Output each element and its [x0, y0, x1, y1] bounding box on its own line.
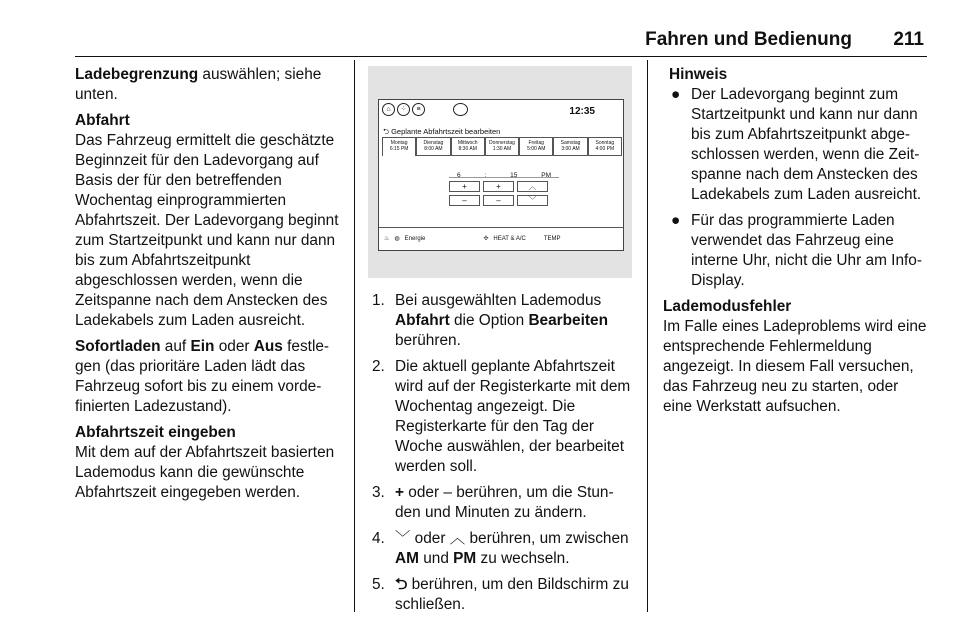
day-tab[interactable] — [553, 137, 587, 156]
home-icon: ⌂ — [382, 103, 395, 116]
text: auswählen; siehe unten. — [75, 66, 322, 103]
hour-value: 6 — [457, 172, 461, 179]
step-number: 4. — [372, 530, 385, 547]
text: berühren. — [395, 332, 461, 349]
day-name: Freitag — [528, 140, 545, 146]
screen-clock: 12:35 — [569, 106, 595, 117]
day-tab[interactable] — [382, 137, 416, 156]
day-time: 8:00 AM — [424, 146, 443, 152]
text: festlegen (das prioritäre Laden lädt das Fahrzeug sofort bis zu einem vordefinierten Ladezustand). — [75, 338, 330, 415]
day-tab[interactable] — [485, 137, 519, 156]
text: auf — [160, 338, 191, 355]
energy-icon: ◍ — [394, 236, 400, 242]
bold-term: Abfahrt — [395, 312, 450, 329]
day-tab[interactable] — [451, 137, 485, 156]
ampm-up-button[interactable]: ︿ — [517, 181, 548, 192]
column-right — [663, 65, 927, 423]
day-tab[interactable] — [416, 137, 450, 156]
day-tab[interactable] — [588, 137, 622, 156]
step-number: 1. — [372, 292, 385, 309]
bold-term: AM — [395, 550, 419, 567]
day-time: 6:15 PM — [389, 146, 409, 152]
day-time: 8:30 AM — [458, 146, 477, 152]
day-name: Dienstag — [423, 140, 444, 146]
text: Das Fahrzeug ermittelt die geschätzte Beginnzeit für den Ladevorgang auf Basis der für den betreffenden Wochentag einprogrammierten Abfahrtszeit. Der Ladevorgang beginnt zum Startzeitpunkt und kann nur dann bis zum Abfahrtszeitpunkt abgeschlossen werden, wenn die Zeitspanne nach dem Anstecken des Ladekabels zum Laden ausreicht. — [75, 132, 339, 329]
text: ︿ — [449, 530, 466, 547]
text: Mit dem auf der Abfahrtszeit basierten Lademodus kann die gewünschte Abfahrtszeit eingegeben werden. — [75, 444, 335, 501]
ampm-value: PM — [541, 172, 551, 179]
text: zu wechseln. — [476, 550, 570, 567]
text: und — [418, 550, 454, 567]
day-tabs — [382, 137, 622, 156]
day-name: Donnerstag — [489, 140, 515, 146]
page-header — [0, 30, 960, 54]
bold-term: ⮌ — [395, 576, 408, 593]
day-time: 5:00 AM — [527, 146, 546, 152]
page-number: 211 — [893, 29, 924, 50]
ampm-down-button[interactable]: ﹀ — [517, 195, 548, 206]
bold-term: Bearbeiten — [528, 312, 608, 329]
text: Im Falle eines Ladeproblems wird eine entsprechende Fehlermeldung angezeigt. In diesem Fall versuchen, das Fahrzeug neu zu starten, oder eine Werkstatt aufsuchen. — [663, 318, 927, 415]
bold-term: Sofortladen — [75, 338, 161, 355]
minute-plus-button[interactable]: + — [483, 181, 514, 192]
note-list — [663, 85, 927, 291]
paragraph — [75, 111, 340, 331]
screen-bottom-bar — [379, 227, 623, 250]
energy-label: Energie — [404, 236, 426, 242]
step-item — [372, 483, 634, 523]
note-heading: Hinweis — [669, 66, 728, 83]
profile-icon — [453, 103, 468, 116]
header-rule — [75, 56, 927, 57]
bold-term: PM — [453, 550, 477, 567]
time-readout — [449, 166, 559, 178]
list-item — [663, 211, 927, 291]
back-icon: ⮌ — [383, 127, 392, 136]
step-number: 5. — [372, 576, 385, 593]
column-divider — [354, 60, 355, 612]
bold-term: Ladebegrenzung — [75, 66, 199, 83]
section-heading: Lademodusfehler — [663, 298, 792, 315]
paragraph — [75, 337, 340, 417]
text: oder — [410, 530, 450, 547]
page-title: Fahren und Bedienung — [645, 29, 852, 50]
time-separator: : — [484, 172, 487, 179]
text: ﹀ — [395, 530, 411, 547]
bold-term: Ein — [190, 338, 215, 355]
step-item — [372, 291, 634, 351]
day-name: Montag — [390, 140, 408, 146]
increment-row — [449, 181, 559, 192]
time-editor — [449, 166, 559, 206]
menu-icon: ≡ — [412, 103, 425, 116]
steps-list — [372, 291, 634, 615]
bullet-icon: ● — [671, 212, 681, 229]
day-time: 4:00 PM — [595, 146, 615, 152]
display-screen — [378, 99, 624, 251]
bold-term: Aus — [253, 338, 283, 355]
day-name: Samstag — [560, 140, 581, 146]
temp-label: TEMP — [543, 236, 561, 242]
bold-term: + — [395, 484, 404, 501]
text: die Option — [449, 312, 529, 329]
step-item — [372, 575, 634, 615]
minute-value: 15 — [510, 172, 518, 179]
text: oder — [214, 338, 254, 355]
paragraph — [75, 65, 340, 105]
text: berühren, um zwischen — [465, 530, 629, 547]
text: Für das programmierte Laden verwendet das Fahrzeug eine interne Uhr, nicht die Uhr am Info-Display. — [691, 212, 922, 289]
column-middle — [372, 291, 634, 621]
day-time: 3:00 AM — [561, 146, 580, 152]
step-number: 3. — [372, 484, 385, 501]
text: oder – berühren, um die Stunden und Minuten zu ändern. — [395, 484, 614, 521]
bullet-icon: ● — [671, 86, 681, 103]
minute-minus-button[interactable]: – — [483, 195, 514, 206]
step-item — [372, 357, 634, 477]
paragraph — [75, 423, 340, 503]
subtitle-text: Geplante Abfahrtszeit bearbeiten — [391, 127, 501, 136]
day-tab[interactable] — [519, 137, 553, 156]
step-item — [372, 529, 634, 569]
screen-illustration — [368, 66, 632, 278]
heat-ac-label: HEAT & A/C — [493, 236, 526, 242]
fan-icon: ✣ — [483, 236, 489, 242]
hour-minus-button[interactable]: – — [449, 195, 480, 206]
seat-icon: ♨ — [384, 236, 390, 242]
paragraph — [663, 297, 927, 417]
decrement-row — [449, 195, 559, 206]
text: Die aktuell geplante Abfahrtszeit wird auf der Registerkarte mit dem Wochentag angezeigt. Die Registerkarte für den Tag der Woche auswählen, der bearbeitet werden soll. — [395, 358, 631, 475]
day-name: Sonntag — [595, 140, 615, 146]
day-time: 1:30 AM — [492, 146, 512, 152]
text: berühren, um den Bildschirm zu schließen. — [395, 576, 629, 613]
text: Bei ausgewählten Lademodus — [395, 292, 602, 309]
section-heading: Abfahrtszeit eingeben — [75, 424, 236, 441]
step-number: 2. — [372, 358, 385, 375]
day-name: Mittwoch — [457, 140, 478, 146]
column-divider — [647, 60, 648, 612]
column-left — [75, 65, 340, 509]
list-item — [663, 85, 927, 205]
apps-icon: ⁘ — [397, 103, 410, 116]
text: Der Ladevorgang beginnt zum Startzeitpunkt und kann nur dann bis zum Abfahrtszeitpunkt abgeschlossen werden, wenn die Zeitspanne nach dem Anstecken des Ladekabels zum Laden ausreicht. — [691, 86, 922, 203]
section-heading: Abfahrt — [75, 112, 130, 129]
hour-plus-button[interactable]: + — [449, 181, 480, 192]
screen-toolbar — [379, 100, 623, 120]
